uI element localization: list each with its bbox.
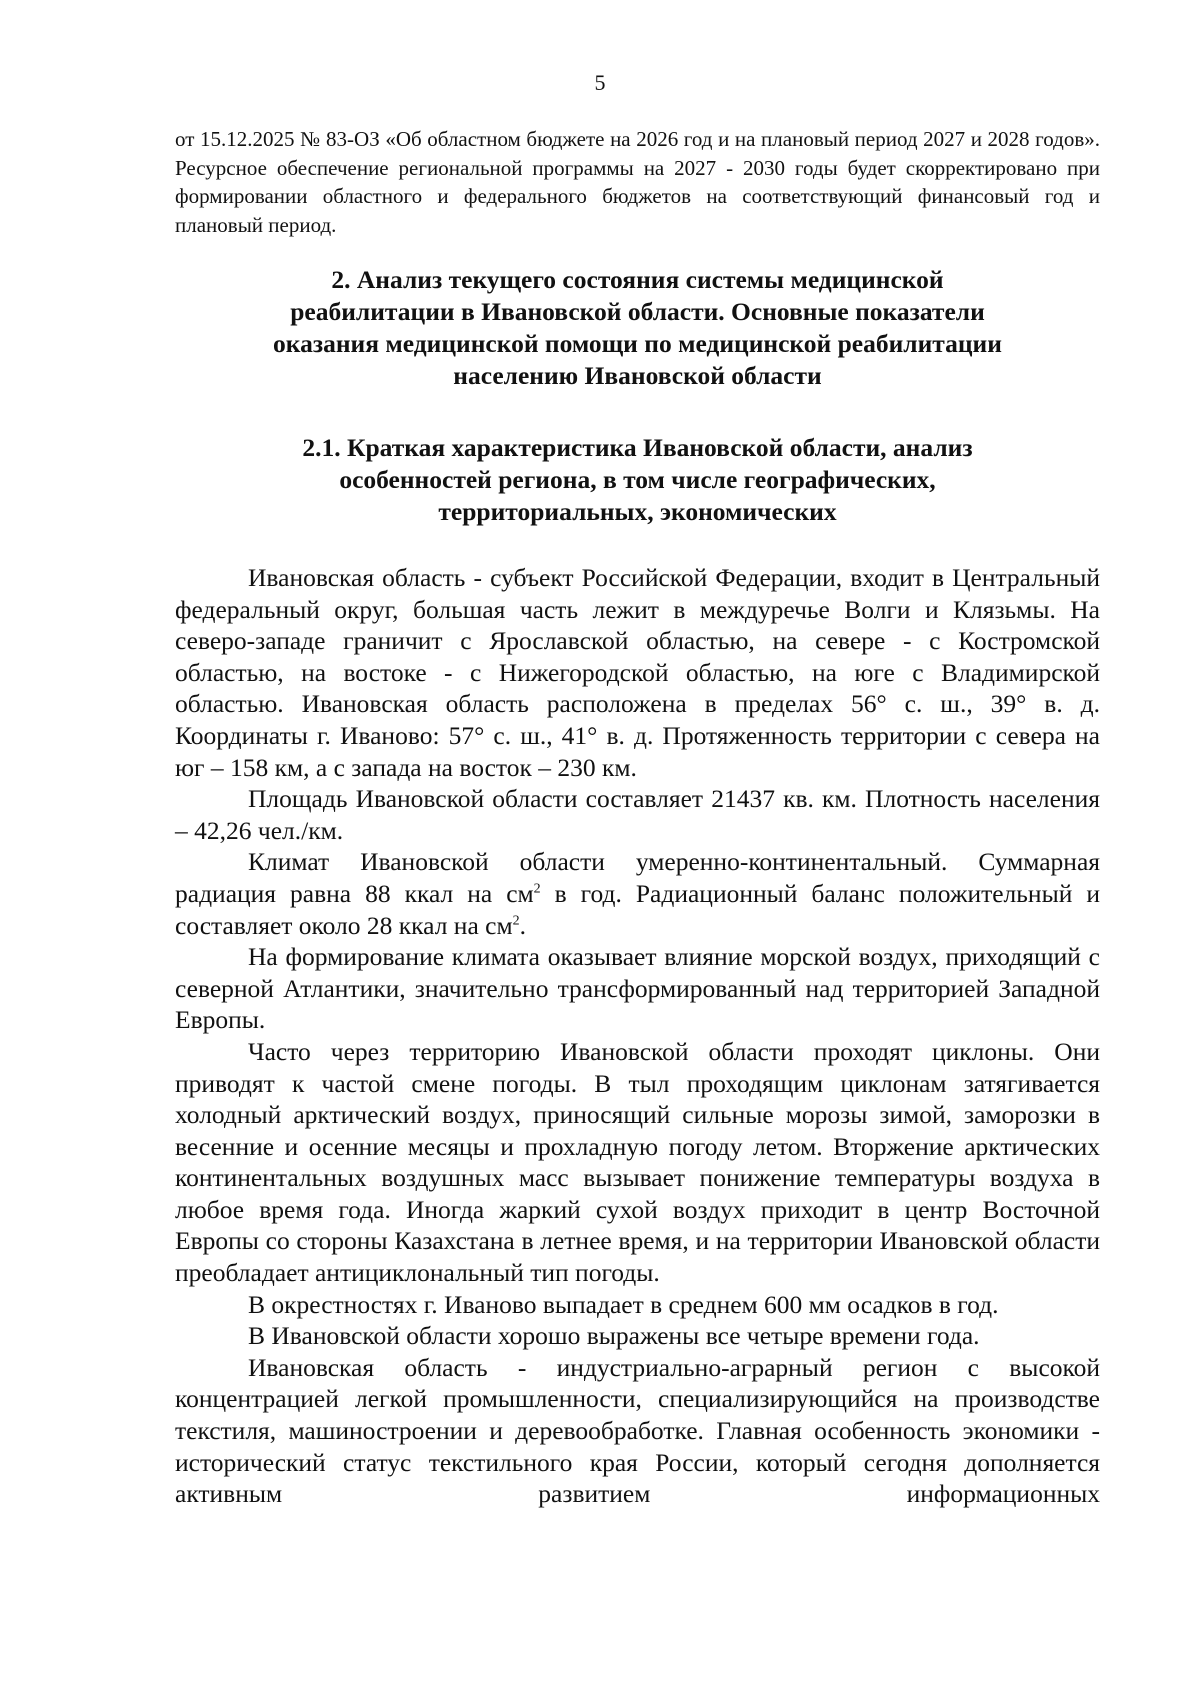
- subsection-heading-line: 2.1. Краткая характеристика Ивановской области, анализ: [302, 433, 973, 462]
- page-number: 5: [594, 70, 606, 95]
- subsection-heading: [175, 432, 1100, 528]
- paragraph-region-overview: Ивановская область - субъект Российской Федерации, входит в Центральный федеральный округ, большая часть лежит в междуречье Волги и Клязьмы. На северо-западе граничит с Ярославской областью, на севере - с Костромской областью, на востоке - с Нижегородской областью, на юге с Владимирской областью. Ивановская область расположена в пределах 56° с. ш., 39° в. д. Координаты г. Иваново: 57° с. ш., 41° в. д. Протяженность территории с севера на юг – 158 км, а с запада на восток – 230 км.: [175, 563, 1100, 782]
- climate-text-part: Климат Ивановской области умеренно-континентальный. Суммарная радиация равна 88 ккал на см: [175, 847, 1100, 908]
- paragraph-area-density: Площадь Ивановской области составляет 21437 кв. км. Плотность населения – 42,26 чел./км.: [175, 784, 1100, 845]
- section-heading-line: оказания медицинской помощи по медицинской реабилитации: [273, 329, 1002, 358]
- section-heading-line: 2. Анализ текущего состояния системы медицинской: [331, 265, 944, 294]
- section-heading-line: населению Ивановской области: [453, 361, 822, 390]
- paragraph-climate-formation: На формирование климата оказывает влияние морской воздух, приходящий с северной Атлантики, значительно трансформированный над территорией Западной Европы.: [175, 942, 1100, 1035]
- body-text: [175, 562, 1100, 1510]
- intro-paragraph: от 15.12.2025 № 83-ОЗ «Об областном бюджете на 2026 год и на плановый период 2027 и 2028 годов». Ресурсное обеспечение региональной программы на 2027 - 2030 годы будет скорректировано при формировании областного и федерального бюджетов на соответствующий финансовый год и плановый период.: [175, 127, 1100, 237]
- subsection-heading-line: территориальных, экономических: [438, 497, 837, 526]
- paragraph-precipitation: В окрестностях г. Иваново выпадает в среднем 600 мм осадков в год.: [248, 1289, 999, 1319]
- climate-text-part: в год. Радиационный баланс положительный и составляет около 28 ккал на см: [175, 878, 1100, 940]
- section-heading: [175, 264, 1100, 392]
- subsection-heading-line: особенностей региона, в том числе географических,: [339, 465, 936, 494]
- superscript: 2: [533, 881, 541, 897]
- superscript: 2: [512, 913, 520, 929]
- paragraph-economy: Ивановская область - индустриально-аграрный регион с высокой концентрацией легкой промышленности, специализирующийся на производстве текстиля, машиностроении и деревообработке. Главная особенность экономики - исторический статус текстильного края России, который сегодня дополняется активным развитием информационных: [175, 1352, 1100, 1509]
- paragraph-cyclones: Часто через территорию Ивановской области проходят циклоны. Они приводят к частой смене погоды. В тыл проходящим циклонам затягивается холодный арктический воздух, приносящий сильные морозы зимой, заморозки в весенние и осенние месяцы и прохладную погоду летом. Вторжение арктических континентальных воздушных масс вызывает понижение температуры воздуха в любое время года. Иногда жаркий сухой воздух приходит в центр Восточной Европы со стороны Казахстана в летнее время, и на территории Ивановской области преобладает антициклональный тип погоды.: [175, 1036, 1100, 1288]
- section-heading-line: реабилитации в Ивановской области. Основные показатели: [290, 297, 985, 326]
- paragraph-climate: [175, 846, 1100, 941]
- climate-text-part: .: [519, 910, 526, 940]
- paragraph-seasons: В Ивановской области хорошо выражены все четыре времени года.: [248, 1321, 980, 1351]
